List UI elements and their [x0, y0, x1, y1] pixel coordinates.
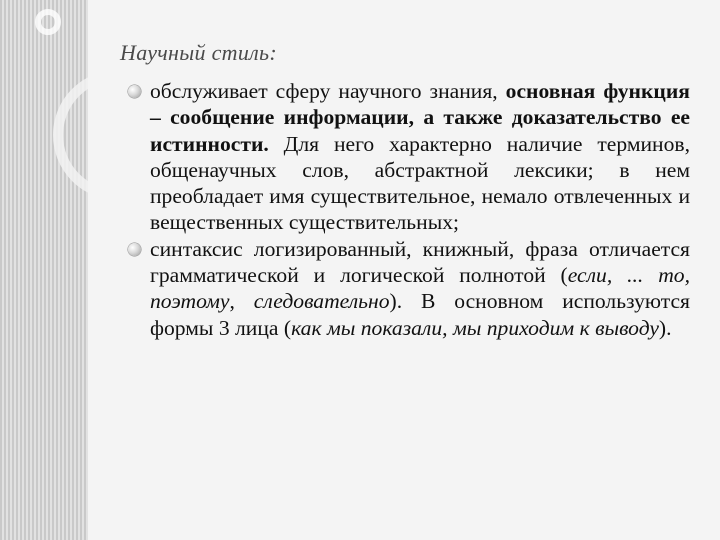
bullet-2-text-a: синтаксис логизированный, книжный, фраза отличается грамматической и логической полнотой (: [150, 236, 690, 288]
bullet-2-text-b: ,: [229, 289, 254, 314]
decorative-circles-graphic: [0, 0, 88, 540]
bullet-icon: [128, 243, 141, 256]
bullet-icon: [128, 85, 141, 98]
bullet-2-text-d: ).: [658, 315, 672, 340]
list-item: [128, 236, 690, 341]
bullet-2-italic-a: если, ... то, поэтому: [150, 263, 690, 314]
bullet-2-italic-b: следовательно: [253, 289, 390, 314]
bullet-2-italic-c: как мы показали, мы приходим к выводу: [291, 315, 659, 340]
bullet-1-text-intro: обслуживает сферу научного знания,: [150, 79, 506, 103]
bullet-list: [128, 78, 690, 341]
decorative-stripe-band: [0, 0, 88, 540]
bullet-2-text-c: ). В основном используются формы 3 лица (: [150, 289, 690, 340]
bullet-1-text-rest: Для него характерно наличие терминов, общенаучных слов, абстрактной лексики; в нем преобладает имя существительное, немало отвлеченных и вещественных существительных;: [150, 131, 690, 235]
bullet-1-bold-text: основная функция – сообщение информации, а также доказательство ее истинности.: [150, 79, 690, 156]
list-item: [128, 78, 690, 236]
slide-title: Научный стиль:: [120, 40, 277, 65]
